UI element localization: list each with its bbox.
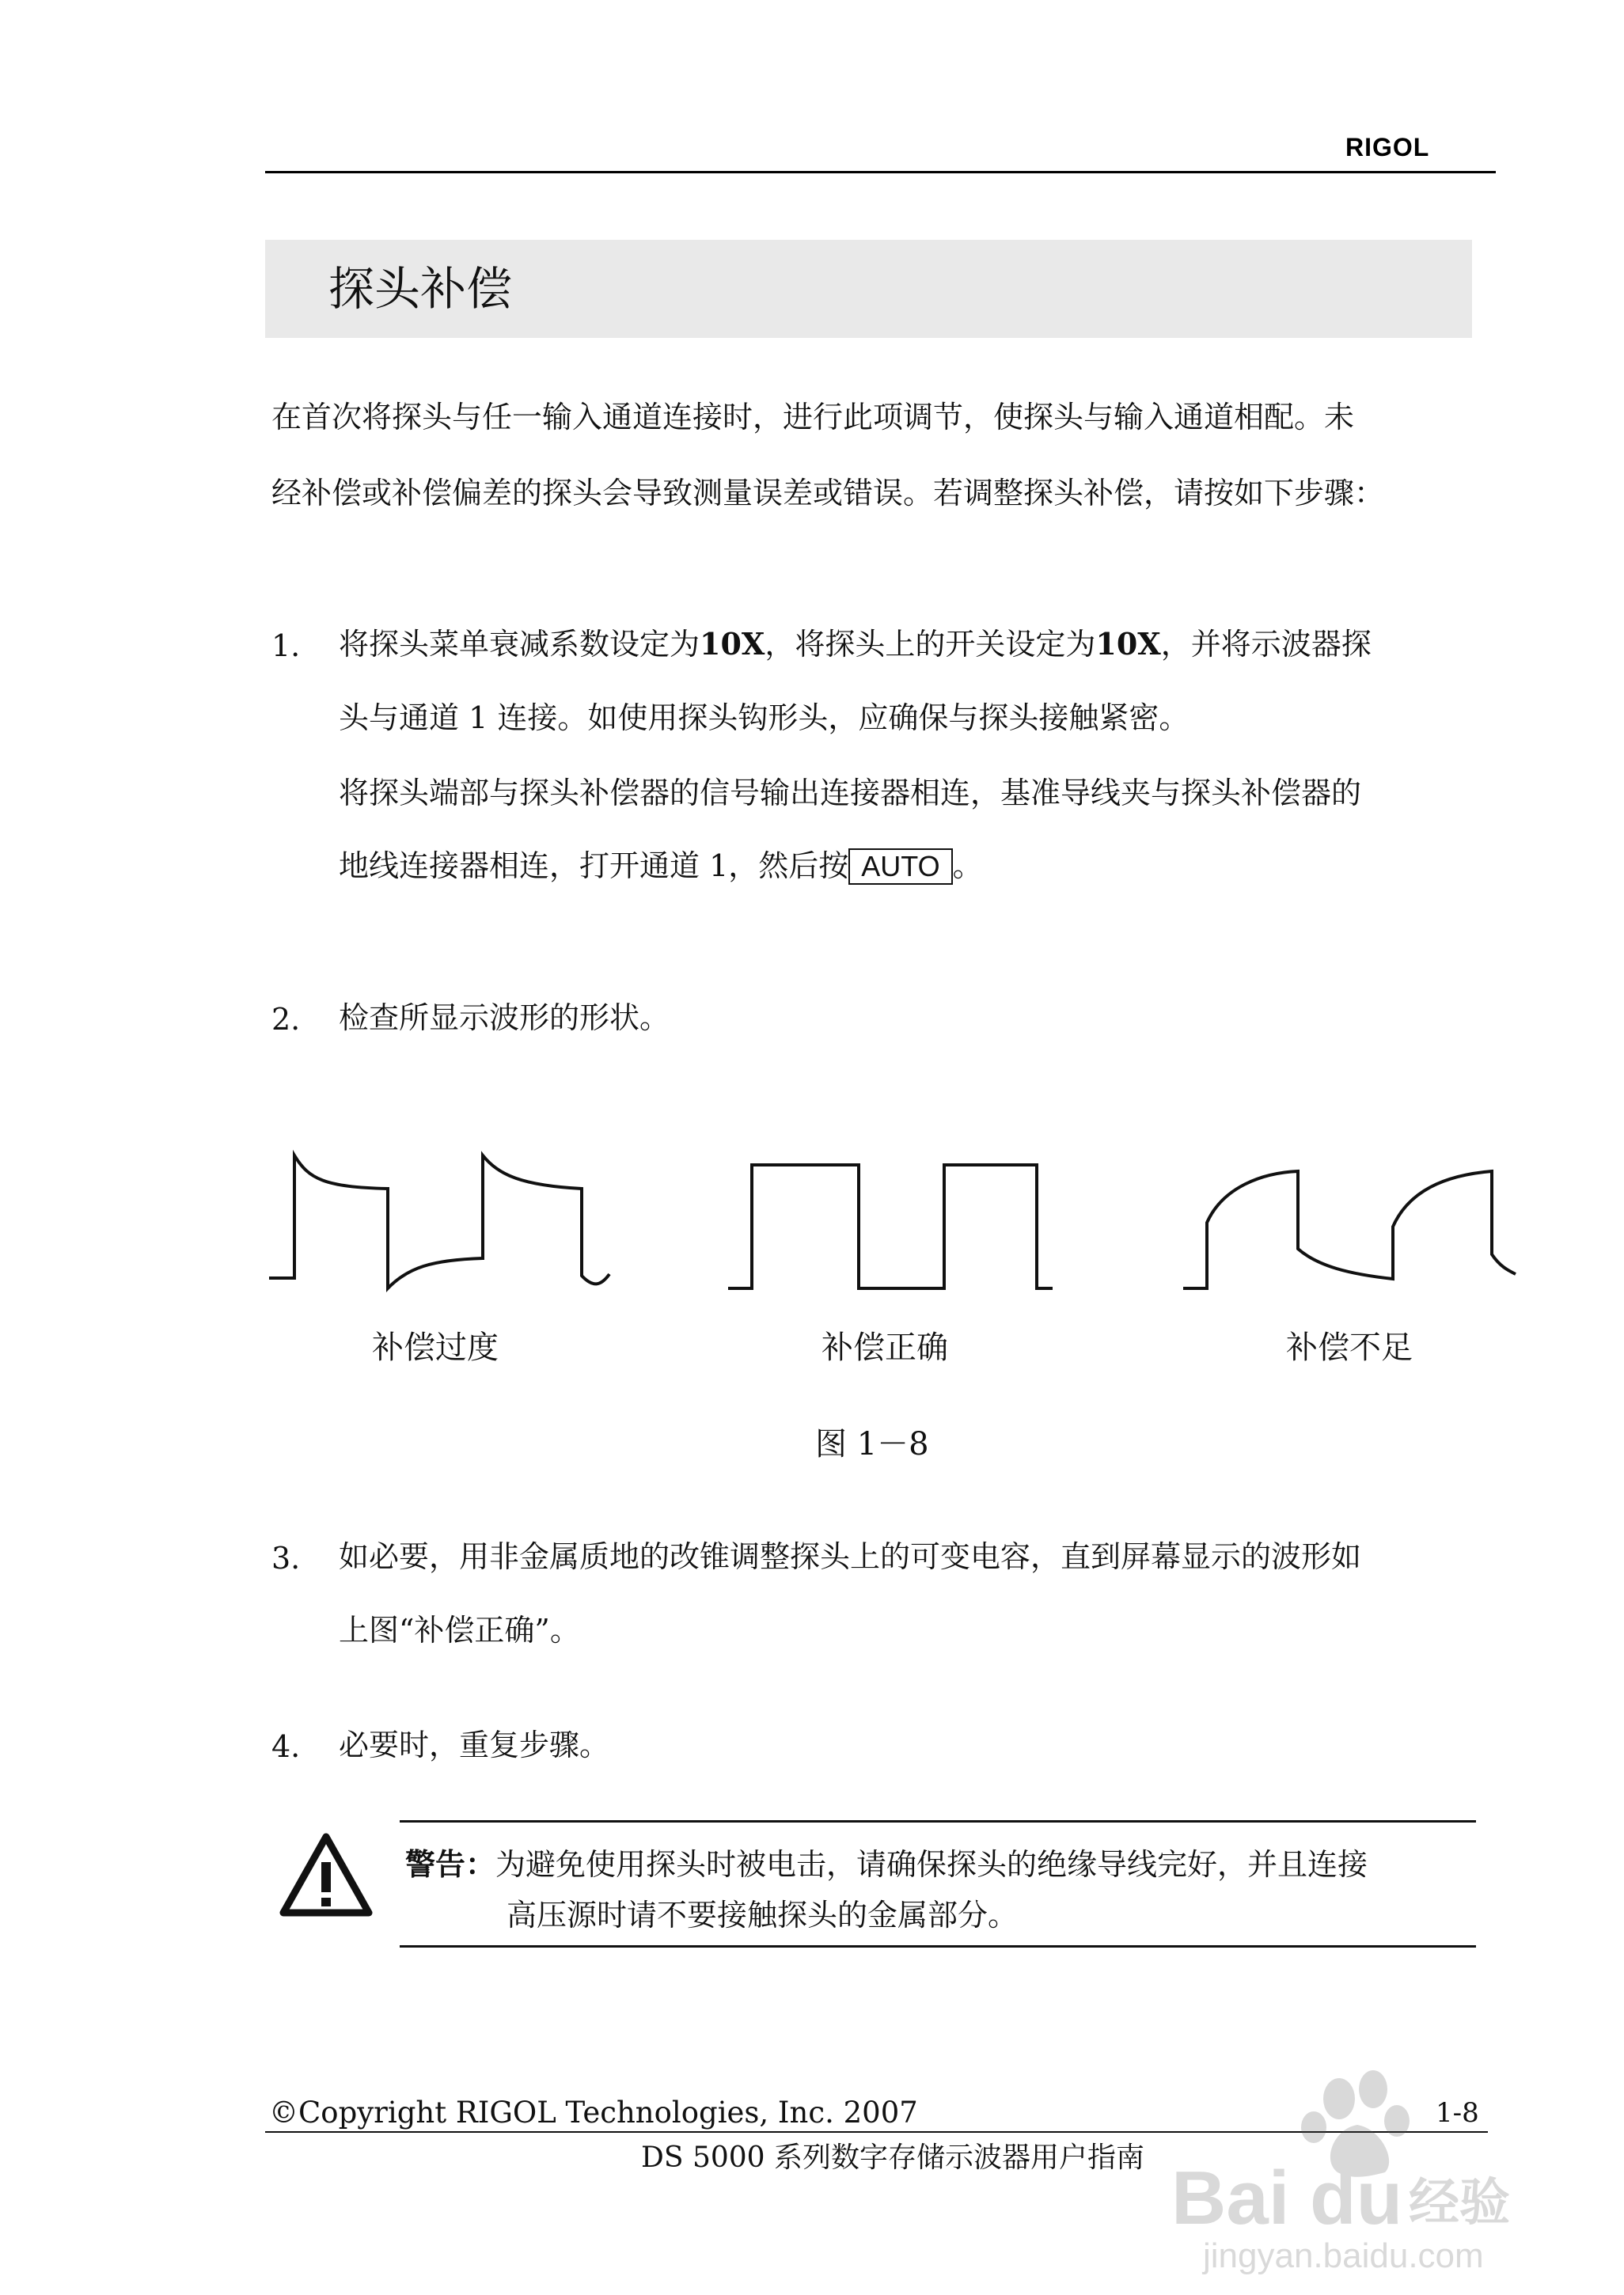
header-rule [265,171,1496,173]
waveform-undercompensated [1183,1171,1516,1288]
watermark-text-du: du [1310,2156,1403,2240]
waveform-figure [261,1140,1543,1314]
warning-line-2: 高压源时请不要接触探头的金属部分。 [507,1898,1019,1933]
figure-caption: 图 1－8 [815,1426,929,1462]
step-1-line-2: 头与通道 1 连接。如使用探头钩形头，应确保与探头接触紧密。 [339,700,1190,735]
waveform-correct [728,1165,1053,1288]
step-3-number: 3. [271,1541,301,1576]
step-1-line-4: 地线连接器相连，打开通道 1，然后按 AUTO 。 [339,848,983,883]
step-3-line-1: 如必要，用非金属质地的改锥调整探头上的可变电容，直到屏幕显示的波形如 [339,1539,1362,1574]
step-1-line-1: 将探头菜单衰减系数设定为10X，将探头上的开关设定为10X，并将示波器探 [339,626,1372,662]
footer-copyright: ©Copyright RIGOL Technologies, Inc. 2007 [269,2096,918,2130]
label-undercompensated: 补偿不足 [1286,1330,1413,1366]
footer-page-number: 1-8 [1436,2097,1479,2129]
warning-label: 警告： [405,1846,496,1882]
step-3-line-2: 上图“补偿正确”。 [339,1613,580,1648]
warning-rule-top [400,1820,1476,1823]
label-correct: 补偿正确 [821,1330,948,1366]
step-1-number: 1. [271,628,301,663]
step-2-text: 检查所显示波形的形状。 [339,1000,670,1035]
brand-logo-text: RIGOL [1345,133,1430,161]
section-title: 探头补偿 [328,262,513,316]
watermark-text-bai: Bai [1171,2156,1290,2240]
footer-manual-title: DS 5000 系列数字存储示波器用户指南 [641,2141,1145,2174]
warning-rule-bottom [400,1945,1476,1948]
step-4-text: 必要时，重复步骤。 [339,1728,610,1762]
step-4-number: 4. [271,1729,301,1764]
step-1-line-3: 将探头端部与探头补偿器的信号输出连接器相连，基准导线夹与探头补偿器的 [339,776,1362,810]
watermark-text-jingyan: 经验 [1409,2174,1510,2232]
baidu-watermark [1155,2058,1527,2279]
intro-line-1: 在首次将探头与任一输入通道连接时，进行此项调节，使探头与输入通道相配。未 [271,400,1355,434]
warning-line-1: 警告：为避免使用探头时被电击，请确保探头的绝缘导线完好，并且连接 [405,1846,1368,1882]
watermark-url: jingyan.baidu.com [1203,2236,1484,2275]
warning-triangle-icon [279,1832,374,1919]
waveform-overcompensated [269,1155,609,1288]
step-2-number: 2. [271,1002,301,1037]
auto-key: AUTO [848,848,952,885]
label-overcompensated: 补偿过度 [372,1330,499,1366]
intro-line-2: 经补偿或补偿偏差的探头会导致测量误差或错误。若调整探头补偿，请按如下步骤： [271,476,1385,510]
